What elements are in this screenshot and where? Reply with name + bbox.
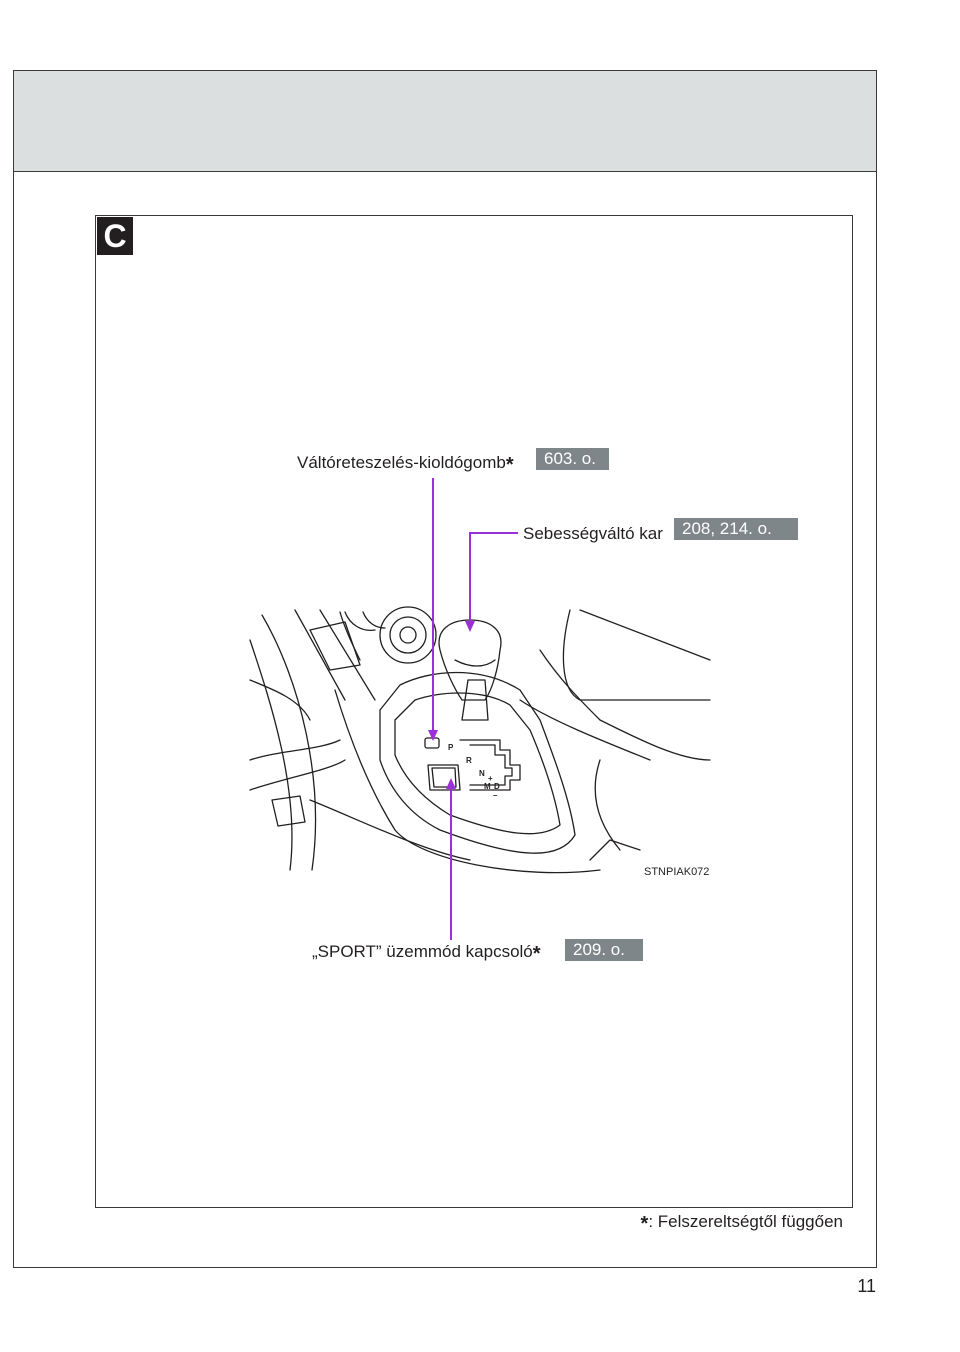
footnote: *: Felszereltségtől függően	[640, 1212, 843, 1235]
callout-shift-lever-ref[interactable]: 208, 214. o.	[674, 518, 798, 540]
gate-label-p: P	[448, 743, 454, 752]
section-badge: C	[97, 217, 133, 255]
callout-sport-ref[interactable]: 209. o.	[565, 939, 643, 961]
callout-shift-lock-label: Váltóreteszelés-kioldógomb*	[297, 453, 514, 476]
gate-label-n: N	[479, 769, 485, 778]
callout-shift-lock-ref[interactable]: 603. o.	[536, 448, 609, 470]
asterisk-icon: *	[532, 943, 541, 965]
page-number: 11	[857, 1276, 876, 1296]
asterisk-icon: *	[505, 454, 514, 476]
asterisk-icon: *	[640, 1213, 649, 1235]
figure-code: STNPIAK072	[644, 866, 710, 878]
callout-sport-label: „SPORT” üzemmód kapcsoló*	[312, 942, 541, 965]
gate-label-r: R	[466, 756, 472, 765]
shift-lock-button	[425, 738, 439, 748]
gate-label-plus: +	[488, 774, 493, 783]
gate-label-m: M	[484, 782, 491, 791]
gate-label-d: D	[494, 782, 500, 791]
gate-label-minus: –	[493, 791, 498, 800]
leader-line-shift-lever	[470, 533, 518, 628]
callout-shift-lever-label: Sebességváltó kar	[523, 524, 663, 543]
